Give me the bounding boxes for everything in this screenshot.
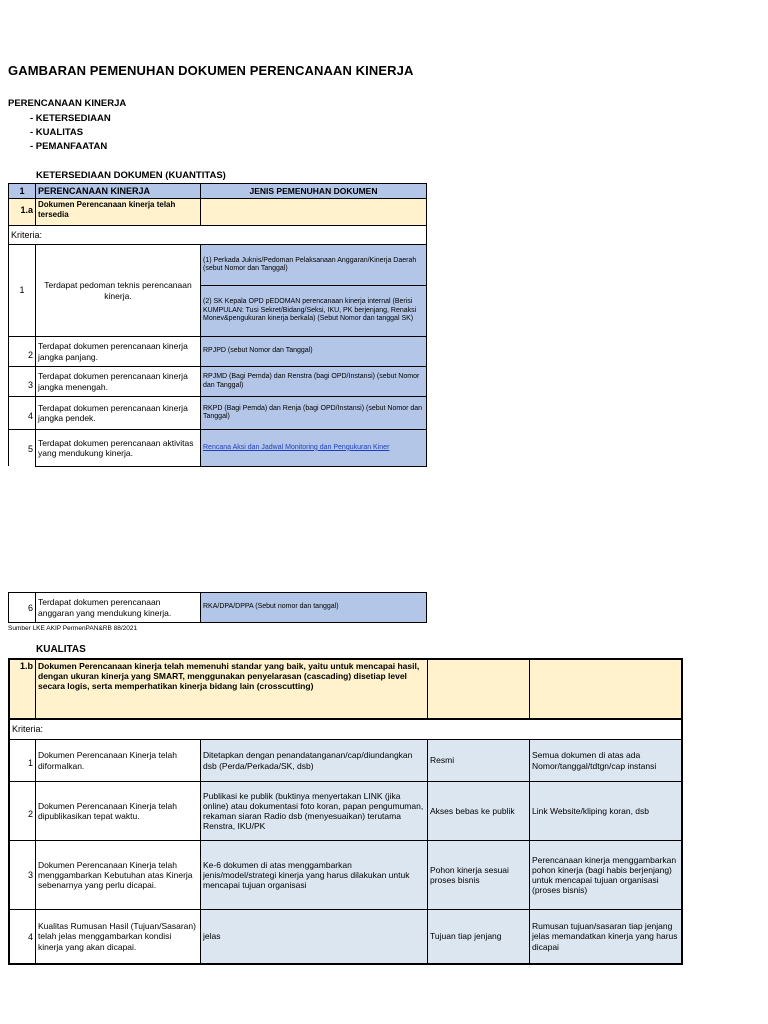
row-no: 2 bbox=[8, 336, 36, 367]
row-aspect: Tujuan tiap jenjang bbox=[427, 909, 530, 965]
item-text-1a: Dokumen Perencanaan kinerja telah tersedia bbox=[35, 198, 201, 226]
row-doc: Ditetapkan dengan penandatanganan/cap/diundangkan dsb (Perda/Perkada/SK, dsb) bbox=[200, 739, 428, 782]
sub-item-kualitas: - KUALITAS bbox=[30, 127, 84, 138]
row-text: Terdapat dokumen perencanaan anggaran yang mendukung kinerja. bbox=[35, 592, 201, 623]
table2-caption: KUALITAS bbox=[36, 644, 86, 655]
row-text: Terdapat dokumen perencanaan aktivitas yang mendukung kinerja. bbox=[35, 429, 201, 467]
row-doc: Ke-6 dokumen di atas menggambarkan jenis/model/strategi kinerja yang harus dilakukan untuk mencapai tujuan organisasi bbox=[200, 840, 428, 910]
row-doc: RKPD (Bagi Pemda) dan Renja (bagi OPD/Instansi) (sebut Nomor dan Tanggal) bbox=[200, 396, 427, 430]
item-text-1b: Dokumen Perencanaan kinerja telah memenuhi standar yang baik, yaitu untuk mencapai hasil, dengan ukuran kinerja yang SMART, menggunakan penyelarasan (cascading) disetiap level secara logis, serta memperhatikan kinerja bidang lain (crosscutting) bbox=[35, 658, 428, 720]
item-aspect-1b bbox=[427, 658, 530, 720]
row-note: Link Website/kliping koran, dsb bbox=[529, 781, 683, 841]
kriteria-label: Kriteria: bbox=[8, 225, 427, 245]
section-heading: PERENCANAAN KINERJA bbox=[8, 98, 127, 109]
row-text: Dokumen Perencanaan Kinerja telah menggambarkan Kebutuhan atas Kinerja sebenarnya yang perlu dicapai. bbox=[35, 840, 201, 910]
sub-item-pemanfaatan: - PEMANFAATAN bbox=[30, 141, 108, 152]
row-doc-link[interactable] bbox=[200, 429, 427, 467]
row-doc: RKA/DPA/DPPA (Sebut nomor dan tanggal) bbox=[200, 592, 427, 623]
row-text: Terdapat dokumen perencanaan kinerja jangka panjang. bbox=[35, 336, 201, 367]
source-note: Sumber LKE AKIP PermenPAN&RB 88/2021 bbox=[8, 625, 138, 632]
row-text: Dokumen Perencanaan Kinerja telah dipublikasikan tepat waktu. bbox=[35, 781, 201, 841]
row-aspect: Pohon kinerja sesuai proses bisnis bbox=[427, 840, 530, 910]
header-perencanaan: PERENCANAAN KINERJA bbox=[35, 183, 201, 199]
row-no: 3 bbox=[8, 366, 36, 397]
row-text: Terdapat pedoman teknis perencanaan kinerja. bbox=[35, 244, 201, 337]
row-text: Terdapat dokumen perencanaan kinerja jangka menengah. bbox=[35, 366, 201, 397]
row-text: Kualitas Rumusan Hasil (Tujuan/Sasaran) telah jelas menggambarkan kondisi kinerja yang akan dicapai. bbox=[35, 909, 201, 965]
header-jenis: JENIS PEMENUHAN DOKUMEN bbox=[200, 183, 427, 199]
row-no: 1 bbox=[8, 739, 36, 782]
row-text: Dokumen Perencanaan Kinerja telah diformalkan. bbox=[35, 739, 201, 782]
item-no-1a: 1.a bbox=[8, 198, 36, 226]
row-no: 3 bbox=[8, 840, 36, 910]
row-no: 4 bbox=[8, 909, 36, 965]
row-no: 2 bbox=[8, 781, 36, 841]
row-note: Rumusan tujuan/sasaran tiap jenjang jelas memandatkan kinerja yang harus dicapai bbox=[529, 909, 683, 965]
rencana-aksi-link[interactable]: Rencana Aksi dan Jadwal Monitoring dan Pengukuran Kiner bbox=[203, 443, 390, 451]
kriteria-label: Kriteria: bbox=[8, 719, 683, 740]
row-no: 1 bbox=[8, 244, 36, 337]
page-title: GAMBARAN PEMENUHAN DOKUMEN PERENCANAAN KINERJA bbox=[8, 63, 414, 78]
row-doc: jelas bbox=[200, 909, 428, 965]
row-text: Terdapat dokumen perencanaan kinerja jangka pendek. bbox=[35, 396, 201, 430]
row-doc: RPJPD (sebut Nomor dan Tanggal) bbox=[200, 336, 427, 367]
table1-caption: KETERSEDIAAN DOKUMEN (KUANTITAS) bbox=[36, 170, 226, 181]
item-note-1b bbox=[529, 658, 683, 720]
row-aspect: Akses bebas ke publik bbox=[427, 781, 530, 841]
row-doc: Publikasi ke publik (buktinya menyertakan LINK (jika online) atau dokumentasi foto koran, papan pengumuman, rekaman siaran Radio dsb (menyesuaikan) terutama Renstra, IKU/PK bbox=[200, 781, 428, 841]
row-note: Perencanaan kinerja menggambarkan pohon kinerja (bagi habis berjenjang) untuk mencapai tujuan organisasi (proses bisnis) bbox=[529, 840, 683, 910]
row-no: 6 bbox=[8, 592, 36, 623]
row-no: 4 bbox=[8, 396, 36, 430]
row-note: Semua dokumen di atas ada Nomor/tanggal/tdtgn/cap instansi bbox=[529, 739, 683, 782]
row-aspect: Resmi bbox=[427, 739, 530, 782]
row-doc-b: (2) SK Kepala OPD pEDOMAN perencanaan kinerja internal (Berisi KUMPULAN: Tusi Sekret/Bidang/Seksi, IKU, PK berjenjang, Renaksi Monev&pengukuran kinerja berkala) (Sebut Nomor dan tanggal SK) bbox=[200, 285, 427, 337]
row-doc: RPJMD (Bagi Pemda) dan Renstra (bagi OPD/Instansi) (sebut Nomor dan Tanggal) bbox=[200, 366, 427, 397]
item-no-1b: 1.b bbox=[8, 658, 36, 720]
sub-item-ketersediaan: - KETERSEDIAAN bbox=[30, 113, 111, 124]
row-doc-a: (1) Perkada Juknis/Pedoman Pelaksanaan Anggaran/Kinerja Daerah (sebut Nomor dan Tanggal) bbox=[200, 244, 427, 286]
item-doc-1a bbox=[200, 198, 427, 226]
header-no: 1 bbox=[8, 183, 36, 199]
row-no: 5 bbox=[8, 429, 36, 466]
